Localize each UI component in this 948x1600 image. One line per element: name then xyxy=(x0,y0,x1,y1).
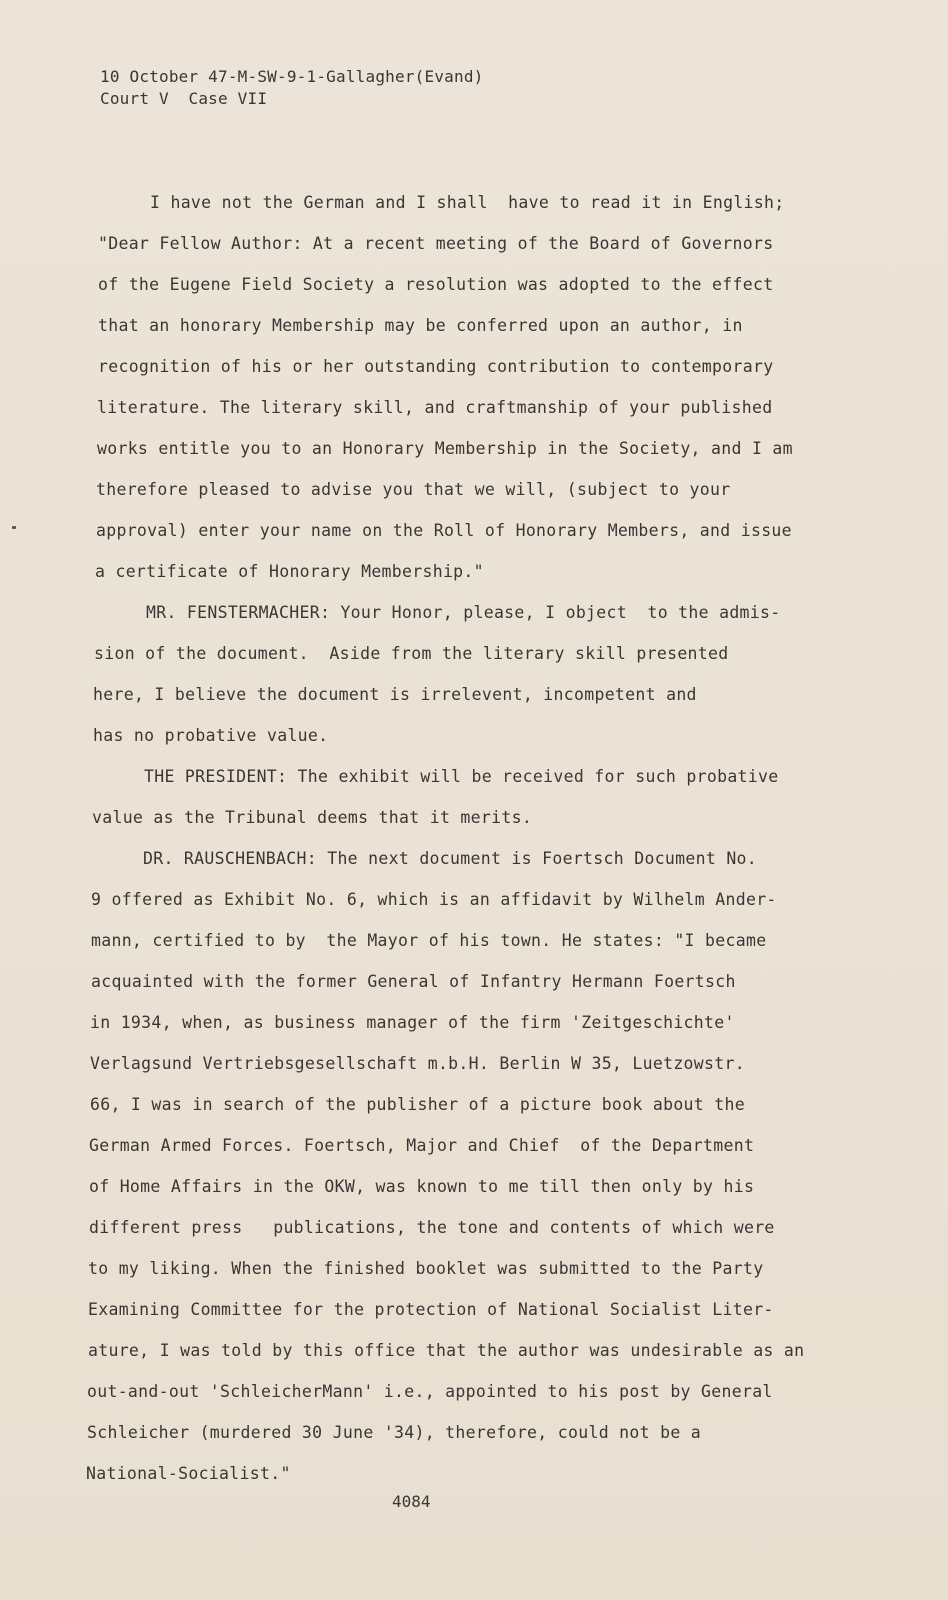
body-line: acquainted with the former General of Infantry Hermann Foertsch xyxy=(91,972,736,991)
body-line: works entitle you to an Honorary Membership in the Society, and I am xyxy=(97,439,793,458)
body-line: 9 offered as Exhibit No. 6, which is an affidavit by Wilhelm Ander- xyxy=(91,890,777,909)
body-line: recognition of his or her outstanding contribution to contemporary xyxy=(98,357,774,376)
body-line: Examining Committee for the protection of National Socialist Liter- xyxy=(88,1300,774,1319)
header-court-line: Court V Case VII xyxy=(100,89,268,108)
body-line: out-and-out 'SchleicherMann' i.e., appointed to his post by General xyxy=(87,1382,773,1401)
body-line: MR. FENSTERMACHER: Your Honor, please, I object to the admis- xyxy=(146,603,781,622)
body-line: THE PRESIDENT: The exhibit will be received for such probative xyxy=(144,767,779,786)
body-line: "Dear Fellow Author: At a recent meeting of the Board of Governors xyxy=(98,234,774,253)
body-line: a certificate of Honorary Membership." xyxy=(95,562,484,581)
body-line: in 1934, when, as business manager of the firm 'Zeitgeschichte' xyxy=(90,1013,735,1032)
body-line: has no probative value. xyxy=(93,726,329,745)
body-line: ature, I was told by this office that the author was undesirable as an xyxy=(88,1341,805,1360)
page-number: 4084 xyxy=(392,1492,431,1511)
body-line: that an honorary Membership may be conferred upon an author, in xyxy=(98,316,743,335)
body-line: of Home Affairs in the OKW, was known to me till then only by his xyxy=(89,1177,755,1196)
body-line: different press publications, the tone and contents of which were xyxy=(89,1218,775,1237)
body-line: literature. The literary skill, and craftmanship of your published xyxy=(97,398,773,417)
header-reference-line: 10 October 47-M-SW-9-1-Gallagher(Evand) xyxy=(100,67,484,86)
margin-mark xyxy=(12,526,16,529)
body-line: value as the Tribunal deems that it merits. xyxy=(92,808,533,827)
body-line: of the Eugene Field Society a resolution was adopted to the effect xyxy=(98,275,774,294)
body-line: DR. RAUSCHENBACH: The next document is Foertsch Document No. xyxy=(143,849,758,868)
body-line: National-Socialist." xyxy=(86,1464,291,1483)
body-line: therefore pleased to advise you that we will, (subject to your xyxy=(96,480,731,499)
body-line: German Armed Forces. Foertsch, Major and Chief of the Department xyxy=(89,1136,755,1155)
body-line: 66, I was in search of the publisher of a picture book about the xyxy=(90,1095,745,1114)
body-line: approval) enter your name on the Roll of Honorary Members, and issue xyxy=(96,521,792,540)
body-line: Schleicher (murdered 30 June '34), therefore, could not be a xyxy=(87,1423,702,1442)
document-header xyxy=(100,66,483,110)
body-line: I have not the German and I shall have to read it in English; xyxy=(150,193,785,212)
body-line: sion of the document. Aside from the literary skill presented xyxy=(94,644,729,663)
body-line: mann, certified to by the Mayor of his town. He states: "I became xyxy=(91,931,767,950)
body-line: here, I believe the document is irrelevent, incompetent and xyxy=(93,685,697,704)
body-line: to my liking. When the finished booklet was submitted to the Party xyxy=(88,1259,764,1278)
body-line: Verlagsund Vertriebsgesellschaft m.b.H. Berlin W 35, Luetzowstr. xyxy=(90,1054,745,1073)
